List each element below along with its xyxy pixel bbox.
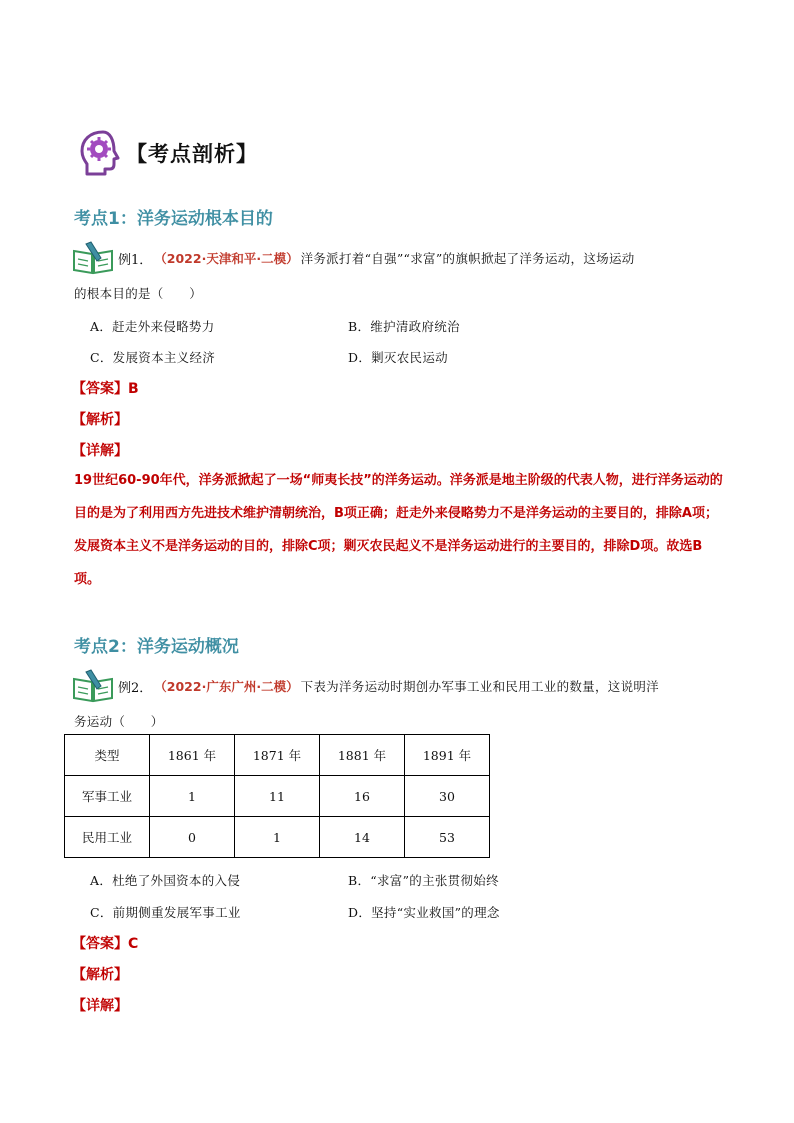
- section-title: 【考点剖析】: [126, 142, 258, 166]
- example-2-option-b: B．“求富”的主张贯彻始终: [348, 873, 499, 888]
- table-cell: 11: [235, 776, 320, 817]
- table-header-cell: 类型: [65, 735, 150, 776]
- section-header: [76, 128, 258, 178]
- table-header-cell: 1861 年: [150, 735, 235, 776]
- example-2-label: 例2．: [118, 680, 153, 696]
- example-1-label: 例1．: [118, 252, 153, 268]
- table-row: [65, 776, 490, 817]
- table-header-cell: 1881 年: [320, 735, 405, 776]
- kaodian-2-title: 考点2：洋务运动概况: [74, 637, 239, 657]
- example-1-line: [70, 241, 635, 275]
- example-2-stem-line1: 下表为洋务运动时期创办军事工业和民用工业的数量，这说明洋: [300, 679, 659, 694]
- example-1-option-b: B．维护清政府统治: [348, 319, 460, 334]
- example-1-detail: 19世纪60-90年代，洋务派掀起了一场“师夷长技”的洋务运动。洋务派是地主阶级的代表人物，进行洋务运动的目的是为了利用西方先进技术维护清朝统治，B项正确；赶走外来侵略势力不是洋务运动的主要目的，排除A项；发展资本主义不是洋务运动的目的，排除C项；剿灭农民起义不是洋务运动进行的主要目的，排除D项。故选B项。: [74, 473, 723, 587]
- table-header-row: [65, 735, 490, 776]
- table-cell: 16: [320, 776, 405, 817]
- example-1-option-c: C．发展资本主义经济: [90, 350, 216, 365]
- table-cell: 0: [150, 817, 235, 858]
- example-1-option-d: D．剿灭农民运动: [348, 350, 448, 365]
- example-2-option-c: C．前期侧重发展军事工业: [90, 905, 241, 920]
- table-cell: 14: [320, 817, 405, 858]
- example-2-option-a: A．杜绝了外国资本的入侵: [90, 873, 241, 888]
- example-2-answer: 【答案】C: [72, 936, 139, 952]
- example-1-stem-line1: 洋务派打着“自强”“求富”的旗帜掀起了洋务运动，这场运动: [300, 251, 635, 266]
- table-cell: 民用工业: [65, 817, 150, 858]
- example-2-analysis-label: 【解析】: [72, 967, 128, 983]
- table-header-cell: 1891 年: [405, 735, 490, 776]
- table-header-cell: 1871 年: [235, 735, 320, 776]
- table-cell: 1: [150, 776, 235, 817]
- book-pencil-icon: [70, 241, 116, 275]
- brain-gear-icon: [76, 128, 126, 178]
- example-2-source: （2022·广东广州·二模）: [154, 679, 299, 694]
- table-row: [65, 817, 490, 858]
- example-2-option-d: D．坚持“实业救国”的理念: [348, 905, 500, 920]
- table-cell: 53: [405, 817, 490, 858]
- table-cell: 30: [405, 776, 490, 817]
- example-1-stem-line2: 的根本目的是（ ）: [74, 286, 203, 301]
- example-1-source: （2022·天津和平·二模）: [154, 251, 299, 266]
- example-1-detail-label: 【详解】: [72, 443, 128, 459]
- industry-count-table: [64, 734, 490, 858]
- example-2-stem-line2: 务运动（ ）: [74, 714, 164, 729]
- kaodian-1-title: 考点1：洋务运动根本目的: [74, 209, 273, 229]
- table-cell: 1: [235, 817, 320, 858]
- example-1-option-a: A．赶走外来侵略势力: [90, 319, 215, 334]
- table-cell: 军事工业: [65, 776, 150, 817]
- example-1-answer: 【答案】B: [72, 381, 139, 397]
- example-2-detail-label: 【详解】: [72, 998, 128, 1014]
- book-pencil-icon: [70, 669, 116, 703]
- example-2-line: [70, 669, 659, 703]
- example-1-analysis-label: 【解析】: [72, 412, 128, 428]
